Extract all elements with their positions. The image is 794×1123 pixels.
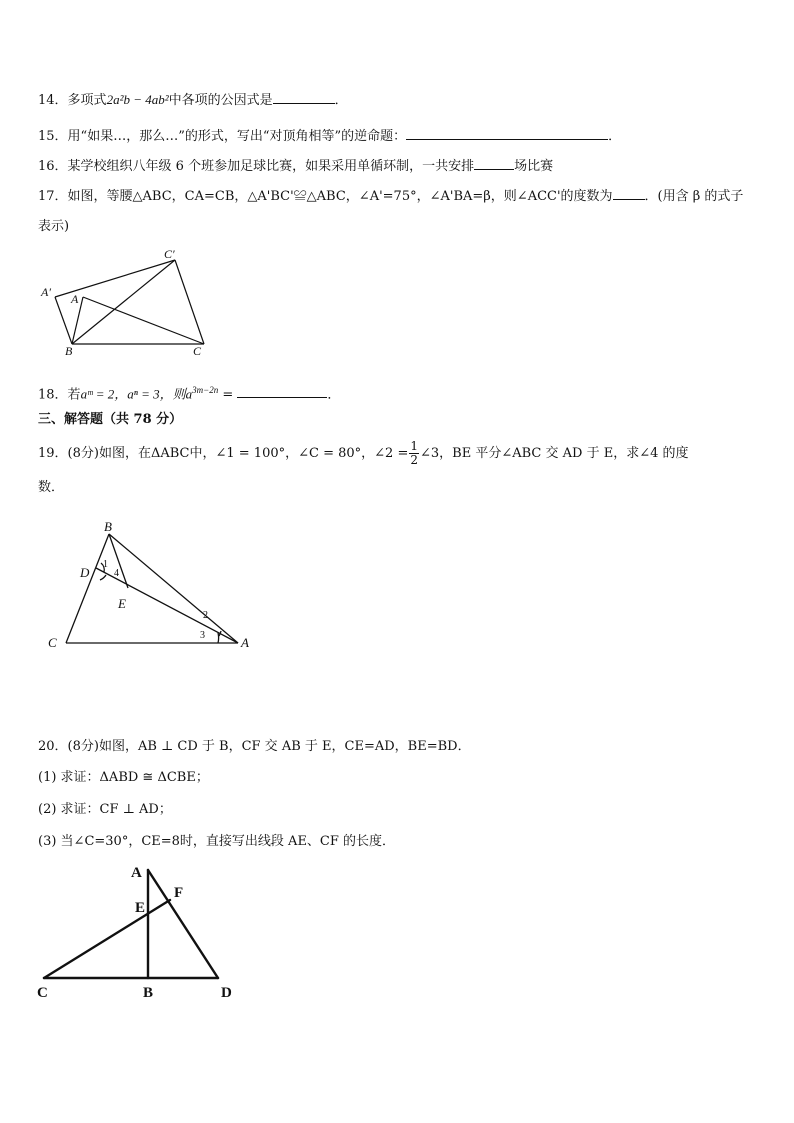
label-a: A (71, 292, 79, 306)
question-text: 场比赛 (514, 159, 554, 174)
question-text: 如图，在ΔABC中，∠1 = 100°，∠C = 80°，∠2 = (98, 446, 409, 461)
question-number: 19． (38, 446, 68, 461)
label-b: B (65, 344, 73, 358)
question-20-part-3: (3) 当∠C=30°，CE=8时，直接写出线段 AE、CF 的长度． (38, 834, 396, 849)
question-number: 17． (38, 189, 68, 204)
fraction-denominator: 2 (410, 453, 418, 467)
question-text: 如图，等腰△ABC，CA=CB，△A'BC'≌△ABC，∠A'=75°，∠A'BA=β，则∠ACC'的度数为 (67, 189, 613, 204)
punctuation: ． (608, 129, 622, 144)
question-20-part-2: (2) 求证：CF ⊥ AD； (38, 802, 172, 817)
label-f: F (174, 885, 184, 901)
question-text: 某学校组织八年级 6 个班参加足球比赛，如果采用单循环制，一共安排 (67, 159, 475, 174)
question-text: ．(用含 β 的式子 (644, 189, 744, 204)
question-text: 如图，AB ⊥ CD 于 B，CF 交 AB 于 E，CE=AD，BE=BD． (98, 739, 471, 754)
question-text: 数． (38, 480, 65, 495)
label-a-prime: A′ (41, 285, 51, 299)
question-score: (8分) (67, 446, 99, 461)
fraction-numerator: 1 (410, 439, 418, 453)
punctuation: ． (327, 387, 341, 403)
label-a: A (241, 635, 249, 650)
question-number: 16． (38, 159, 68, 174)
angle-label-2: 2 (203, 610, 208, 621)
condition-expression: aᵐ = 2，aⁿ = 3，则 (80, 386, 186, 402)
question-text: 若 (67, 387, 81, 403)
polynomial-expression: 2a²b − 4ab² (106, 92, 169, 107)
label-b: B (104, 519, 112, 534)
punctuation: ． (334, 93, 348, 108)
question-text: ∠3，BE 平分∠ABC 交 AD 于 E，求∠4 的度 (420, 446, 689, 461)
question-number: 15． (38, 129, 68, 144)
question-text: 表示) (38, 219, 70, 234)
question-number: 20． (38, 739, 68, 754)
label-a: A (131, 865, 142, 881)
label-d: D (221, 985, 232, 1001)
label-c: C (193, 344, 202, 358)
question-text: 多项式 (67, 93, 107, 108)
segment-c-f (44, 900, 170, 978)
angle-label-1: 1 (103, 559, 108, 570)
label-e: E (118, 596, 126, 611)
label-d: D (80, 565, 90, 580)
question-number: 18． (38, 387, 68, 403)
question-text: 用“如果…，那么…”的形式，写出“对顶角相等”的逆命题： (67, 129, 407, 144)
label-c: C (37, 985, 48, 1001)
question-number: 14． (38, 93, 68, 108)
power-base: a (185, 386, 193, 402)
question-20-part-1: (1) 求证：ΔABD ≅ ΔCBE； (38, 770, 209, 785)
question-score: (8分) (67, 739, 99, 754)
label-b: B (143, 985, 154, 1001)
label-c: C (48, 635, 57, 650)
section-title: 三、解答题（共 78 分） (38, 412, 183, 427)
power-exponent: 3m−2n (192, 385, 219, 395)
label-e: E (135, 900, 146, 916)
angle-label-3: 3 (200, 630, 205, 641)
angle-label-4: 4 (114, 568, 119, 579)
label-c-prime: C′ (164, 247, 175, 261)
question-text: 中各项的公因式是 (168, 93, 273, 108)
equals-sign: = (218, 387, 238, 403)
